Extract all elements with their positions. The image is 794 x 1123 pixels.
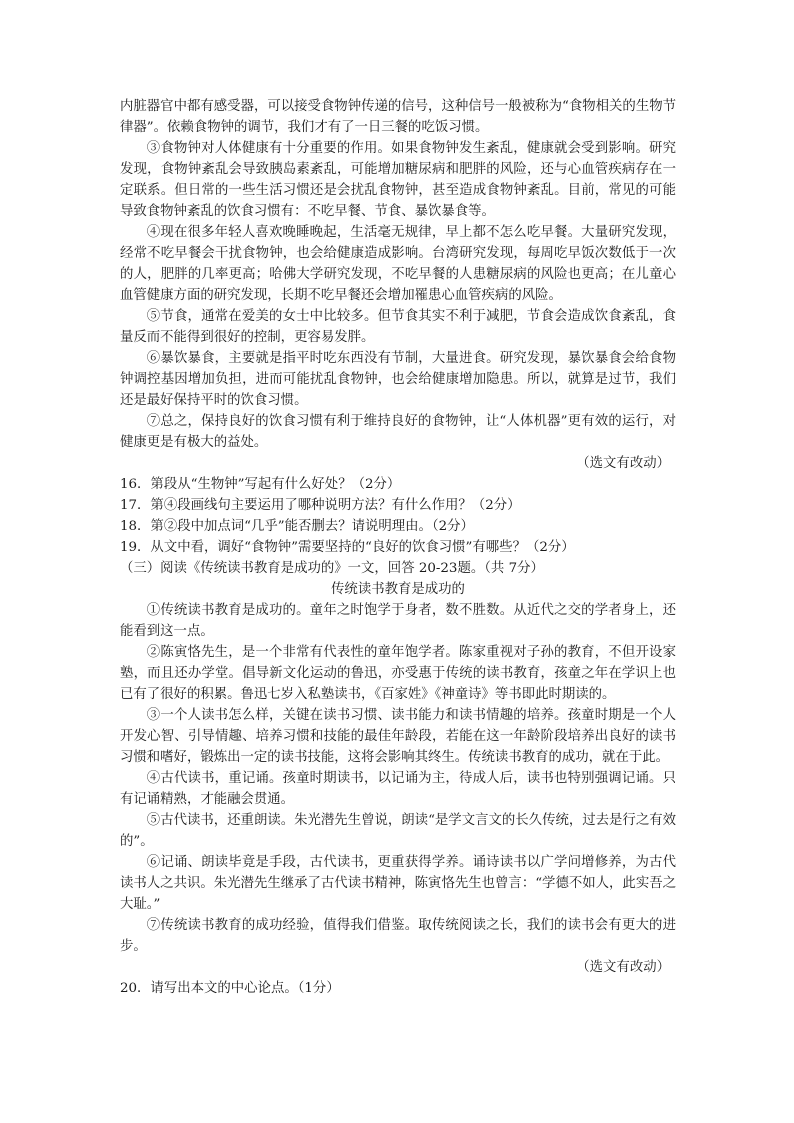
article-paragraph-5: ⑤古代读书，还重朗读。朱光潜先生曾说，朗读“是学文言文的长久传统，过去是行之有效的”。 (120, 813, 676, 849)
passage1-paragraph-3: ③食物钟对人体健康有十分重要的作用。如果食物钟发生紊乱，健康就会受到影响。研究发现，食物钟紊乱会导致胰岛素紊乱，可能增加糖尿病和肥胖的风险，还与心血管疾病存在一定联系。但日常的一些生活习惯还是会扰乱食物钟，甚至造成食物钟紊乱。目前，常见的可能导致食物钟紊乱的饮食习惯有：不吃早餐、节食、暴饮暴食等。 (120, 141, 676, 219)
question-20: 20．请写出本文的中心论点。（1分） (120, 981, 340, 996)
article-paragraph-7: ⑦传统读书教育的成功经验，值得我们借鉴。取传统阅读之长，我们的读书会有更大的进步。 (120, 918, 676, 954)
article-source-note: （选文有改动） (576, 960, 670, 975)
question-16: 16．第段从“生物钟”写起有什么好处？（2分） (120, 477, 401, 492)
passage1-paragraph-5: ⑤节食，通常在爱美的女士中比较多。但节食其实不利于减肥，节食会造成饮食紊乱，食量反而不能得到很好的控制，更容易发胖。 (120, 309, 676, 345)
article-paragraph-6: ⑥记诵、朗读毕竟是手段，古代读书，更重获得学养。诵诗读书以广学问增修养，为古代读书人之共识。朱光潜先生继承了古代读书精神，陈寅恪先生也曾言：“学德不如人，此实吾之大耻。” (120, 855, 676, 912)
passage1-paragraph-6: ⑥暴饮暴食，主要就是指平时吃东西没有节制，大量进食。研究发现，暴饮暴食会给食物钟调控基因增加负担，进而可能扰乱食物钟，也会给健康增加隐患。所以，就算是过节，我们还是最好保持平时的饮食习惯。 (120, 351, 676, 408)
passage1-paragraph-4: ④现在很多年轻人喜欢晚睡晚起，生活毫无规律，早上都不怎么吃早餐。大量研究发现，经常不吃早餐会干扰食物钟，也会给健康造成影响。台湾研究发现，每周吃早饭次数低于一次的人，肥胖的几率更高；哈佛大学研究发现，不吃早餐的人患糖尿病的风险也更高；在儿童心血管健康方面的研究发现，长期不吃早餐还会增加罹患心血管疾病的风险。 (120, 225, 676, 303)
document-page (120, 96, 676, 999)
passage1-intro: 内脏器官中都有感受器，可以接受食物钟传递的信号，这种信号一般被称为“食物相关的生物节律器”。依赖食物钟的调节，我们才有了一日三餐的吃饭习惯。 (120, 99, 676, 135)
passage1-paragraph-7: ⑦总之，保持良好的饮食习惯有利于维持良好的食物钟，让“人体机器”更有效的运行，对健康更是有极大的益处。 (120, 414, 676, 450)
article-paragraph-4: ④古代读书，重记诵。孩童时期读书，以记诵为主，待成人后，读书也特别强调记诵。只有记诵精熟，才能融会贯通。 (120, 771, 676, 807)
question-18: 18．第②段中加点词“几乎”能否删去？请说明理由。（2分） (120, 519, 474, 534)
article-paragraph-3: ③一个人读书怎么样，关键在读书习惯、读书能力和读书情趣的培养。孩童时期是一个人开发心智、引导情趣、培养习惯和技能的最佳年龄段，若能在这一年龄阶段培养出良好的读书习惯和嗜好，锻炼出一定的读书技能，这将会影响其终生。传统读书教育的成功，就在于此。 (120, 708, 676, 765)
passage1-source-note: （选文有改动） (576, 456, 670, 471)
section-3-heading: （三）阅读《传统读书教育是成功的》一文，回答 20-23题。（共 7分） (120, 561, 544, 576)
article-title: 传统读书教育是成功的 (331, 582, 465, 597)
question-17: 17．第④段画线句主要运用了哪种说明方法？有什么作用？（2分） (120, 498, 521, 513)
article-paragraph-1: ①传统读书教育是成功的。童年之时饱学于身者，数不胜数。从近代之交的学者身上，还能看到这一点。 (120, 603, 676, 639)
question-19: 19．从文中看，调好“食物钟”需要坚持的“良好的饮食习惯”有哪些？（2分） (120, 540, 575, 555)
article-paragraph-2: ②陈寅恪先生，是一个非常有代表性的童年饱学者。陈家重视对子孙的教育，不但开设家塾，而且还办学堂。倡导新文化运动的鲁迅，亦受惠于传统的读书教育，孩童之年在学识上也已有了很好的积累。鲁迅七岁入私塾读书，《百家姓》《神童诗》等书即此时期读的。 (120, 645, 676, 702)
